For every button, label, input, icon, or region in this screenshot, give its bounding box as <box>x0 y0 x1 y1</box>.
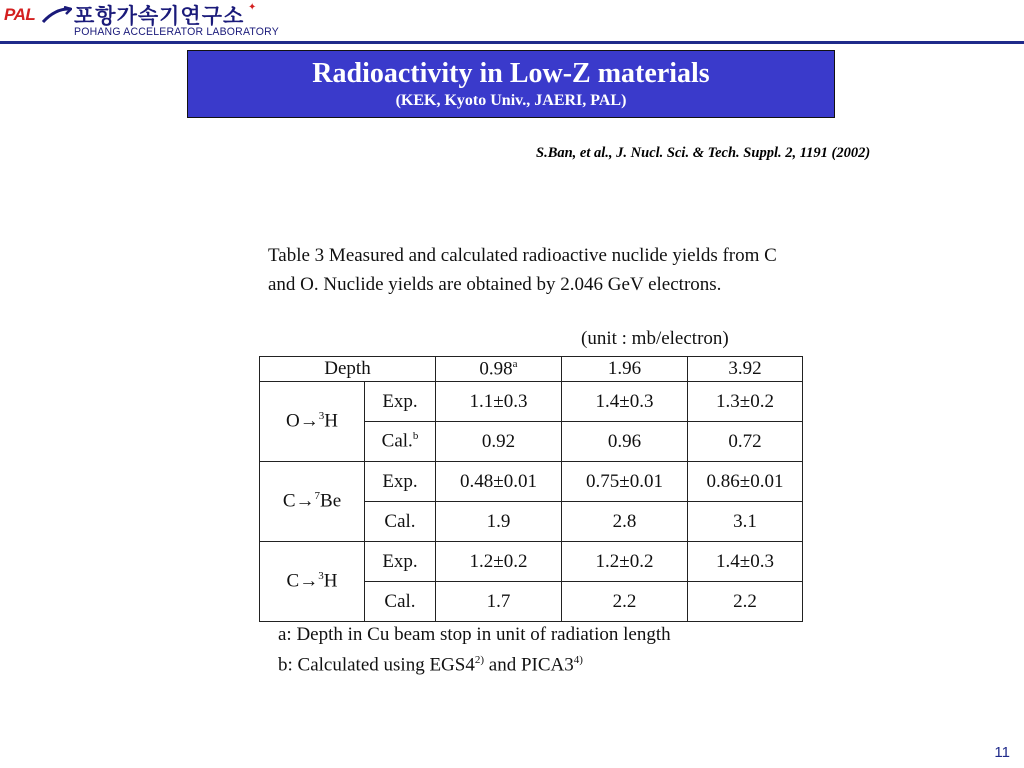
header-depth-2-value: 1.96 <box>607 358 642 379</box>
reaction-product: Be <box>320 490 342 512</box>
exp-label: Exp. <box>365 462 436 502</box>
cal-sup: b <box>412 430 419 443</box>
mass-number: 7 <box>314 490 321 503</box>
footnote-b-text: and PICA3 <box>484 654 574 676</box>
header-depth-label: Depth <box>324 358 371 379</box>
reaction-product: H <box>324 410 338 432</box>
footnote-a: a: Depth in Cu beam stop in unit of radiation length <box>278 624 671 645</box>
footnote-b <box>278 654 818 676</box>
pal-logo-mark: PAL <box>4 5 36 24</box>
table-row <box>260 382 803 422</box>
cal-label-cell <box>365 422 436 462</box>
table-row <box>260 542 803 582</box>
header-depth-3 <box>688 357 803 382</box>
footnote-ref: 4) <box>573 654 583 666</box>
table-cell: 1.4±0.3 <box>562 382 688 422</box>
exp-label: Exp. <box>365 542 436 582</box>
table-cell: 1.9 <box>436 502 562 542</box>
table-cell: 1.3±0.2 <box>688 382 803 422</box>
header-depth-1-sup: a <box>512 357 518 370</box>
footnote-ref: 2) <box>474 654 485 666</box>
title-banner <box>187 50 835 118</box>
table-header-row <box>260 357 803 382</box>
slide-subtitle: (KEK, Kyoto Univ., JAERI, PAL) <box>395 92 627 109</box>
mass-number: 3 <box>318 410 325 423</box>
table-cell: 1.2±0.2 <box>562 542 688 582</box>
table-figure <box>256 236 816 686</box>
header-divider <box>0 41 1024 44</box>
logo-korean-name: 포항가속기연구소 <box>74 4 245 28</box>
reaction-cell <box>260 382 365 462</box>
cal-label: Cal. <box>384 510 416 532</box>
table-cell: 1.4±0.3 <box>688 542 803 582</box>
reaction-target: C <box>286 570 300 592</box>
citation: S.Ban, et al., J. Nucl. Sci. & Tech. Suppl. 2, 1191 (2002) <box>536 145 871 161</box>
table-cell: 0.92 <box>436 422 562 462</box>
table-cell: 1.1±0.3 <box>436 382 562 422</box>
slide-title: Radioactivity in Low-Z materials <box>312 58 710 89</box>
header-depth-2 <box>562 357 688 382</box>
reaction-cell <box>260 462 365 542</box>
table-cell: 0.75±0.01 <box>562 462 688 502</box>
swoosh-icon <box>42 6 72 24</box>
arrow-icon: → <box>299 570 319 592</box>
table-cell: 0.86±0.01 <box>688 462 803 502</box>
header-depth-1 <box>436 357 562 382</box>
reaction-cell <box>260 542 365 622</box>
table-row <box>260 462 803 502</box>
reaction-target: C <box>282 490 296 512</box>
header-depth-3-value: 3.92 <box>728 358 762 379</box>
reaction-target: O <box>286 410 300 432</box>
table-caption: Table 3 Measured and calculated radioactive nuclide yields from C and O. Nuclide yields are obtained by 2.046 GeV electrons. <box>268 245 777 295</box>
cal-label-cell <box>365 582 436 622</box>
cal-label-cell <box>365 502 436 542</box>
arrow-icon: → <box>299 410 319 432</box>
table-cell: 1.7 <box>436 582 562 622</box>
arrow-icon: → <box>295 490 315 512</box>
header-depth <box>260 357 436 382</box>
page-number: 11 <box>994 744 1010 761</box>
logo-english-name: POHANG ACCELERATOR LABORATORY <box>74 25 279 39</box>
star-icon: ✦ <box>248 2 257 13</box>
mass-number: 3 <box>318 570 324 583</box>
table-cell: 2.2 <box>688 582 803 622</box>
table-cell: 3.1 <box>688 502 803 542</box>
cal-label: Cal. <box>384 590 416 612</box>
exp-label: Exp. <box>365 382 436 422</box>
cal-label: Cal. <box>381 430 413 452</box>
pal-logo <box>4 2 279 40</box>
reaction-product: H <box>323 570 338 592</box>
table-cell: 0.72 <box>688 422 803 462</box>
yield-table <box>259 356 803 622</box>
table-cell: 2.2 <box>562 582 688 622</box>
table-unit: (unit : mb/electron) <box>581 328 729 349</box>
header-depth-1-value: 0.98 <box>479 358 513 380</box>
footnote-b-text: b: Calculated using EGS4 <box>278 654 475 676</box>
table-cell: 0.48±0.01 <box>436 462 562 502</box>
table-cell: 2.8 <box>562 502 688 542</box>
table-cell: 1.2±0.2 <box>436 542 562 582</box>
table-cell: 0.96 <box>562 422 688 462</box>
